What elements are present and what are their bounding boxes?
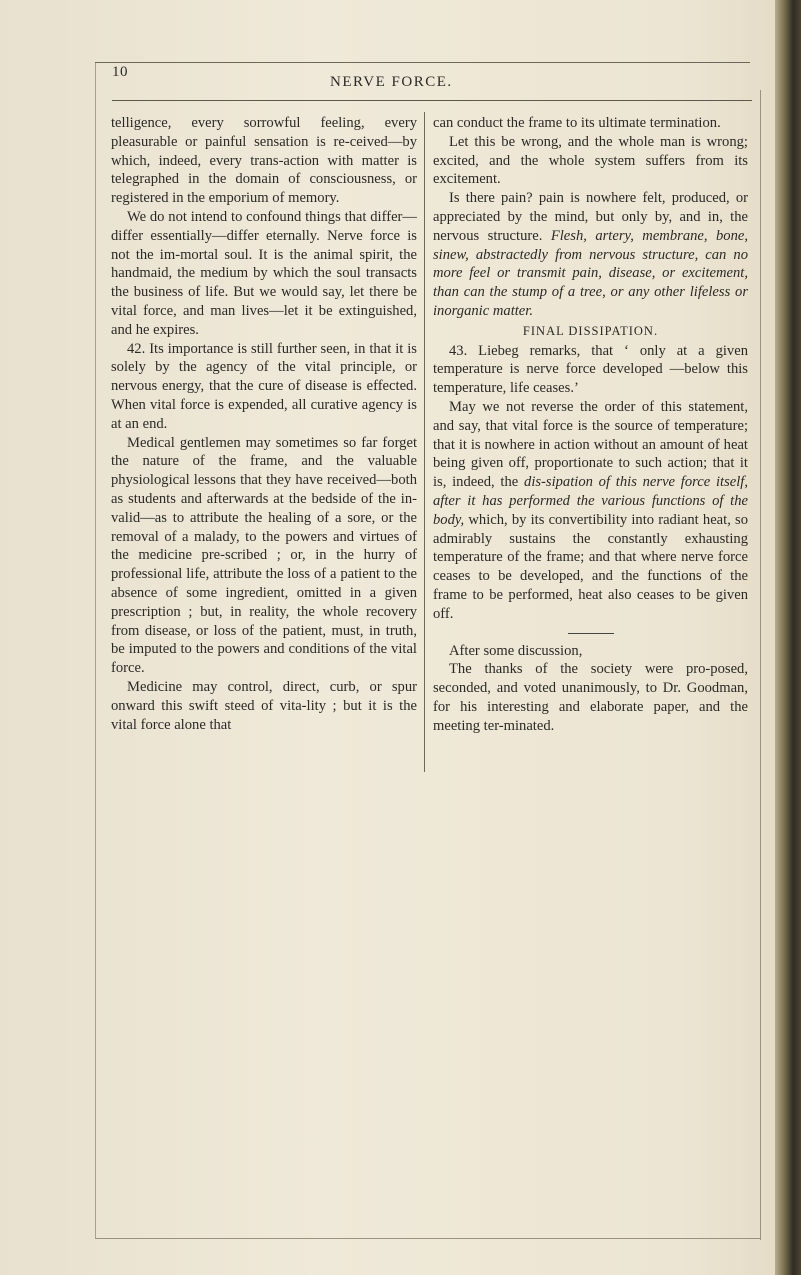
column-divider xyxy=(424,112,425,772)
paragraph-text: Is there pain? pain is nowhere felt, produced, or appreciated by the mind, but only by, and in, the nervous structure. xyxy=(433,190,748,244)
paragraph-text: which, by its convertibility into radiant heat, so admirably sustains the constantly exhausting temperature of the frame; and that where nerve force ceases to be developed, and the functions of the frame to be performed, heat also ceases to be given off. xyxy=(433,511,748,622)
running-title: NERVE FORCE. xyxy=(330,74,453,90)
page-frame-left xyxy=(95,62,96,1239)
separator-rule xyxy=(568,633,614,634)
paragraph: After some discussion, xyxy=(449,642,583,659)
paragraph: The thanks of the society were pro-posed, seconded, and voted unanimously, to Dr. Goodman, for his interesting and elaborate paper, and the meeting ter-minated. xyxy=(433,661,748,734)
section-heading: FINAL DISSIPATION. xyxy=(522,323,659,338)
header-rule xyxy=(112,100,752,101)
italic-passage: dis-sipation of this nerve force itself, after it has performed the various functions of the body, xyxy=(433,474,748,528)
page-frame-bottom xyxy=(95,1238,760,1239)
book-spine-edge xyxy=(775,0,801,1275)
paragraph: Medical gentlemen may sometimes so far forget the nature of the frame, and the valuable physiological lessons that they have received—both as students and afterwards at the bedside of the in-valid—as to attribute the healing of a sore, or the removal of a malady, to the powers and virtues of the medicine pre-scribed ; or, in the hurry of professional life, attribute the loss of a patient to the absence of some ingredient, omitted in a given prescription ; but, in reality, the whole recovery from disease, or loss of the patient, must, in truth, be imputed to the powers and conditions of the vital force. xyxy=(111,434,417,677)
paragraph: Medicine may control, direct, curb, or spur onward this swift steed of vita-lity ; but it is the vital force alone that xyxy=(111,678,417,733)
frame-top-rule xyxy=(95,62,750,63)
page-number: 10 xyxy=(112,64,128,80)
right-column xyxy=(433,114,748,736)
paragraph-text: May we not reverse the order of this statement, and say, that vital force is the source of temperature; that it is nowhere in action without an amount of heat being given off, proportionate to such action; that it is, indeed, the xyxy=(433,398,748,491)
paragraph xyxy=(433,189,748,321)
paragraph xyxy=(433,398,748,624)
paragraph: 42. Its importance is still further seen, in that it is solely by the agency of the vital principle, or nervous energy, that the cure of disease is effected. When vital force is expended, all curative agency is at an end. xyxy=(111,340,417,432)
paragraph: We do not intend to confound things that differ—differ essentially—differ eternally. Nerve force is not the im-mortal soul. It is the animal spirit, the handmaid, the medium by which the soul transacts the business of life. But we would say, let there be vital force, and man lives—let it be extinguished, and he expires. xyxy=(111,208,417,338)
page-frame-right xyxy=(760,90,761,1240)
paragraph: telligence, every sorrowful feeling, every pleasurable or painful sensation is re-ceived—by which, indeed, every trans-action with matter is telegraphed in the domain of consciousness, or registered in the emporium of memory. xyxy=(111,115,417,207)
left-column xyxy=(111,114,417,734)
italic-passage: Flesh, artery, membrane, bone, sinew, abstractedly from nervous structure, can no more feel or transmit pain, disease, or excitement, than can the stump of a tree, or any other lifeless or inorganic matter. xyxy=(433,227,748,319)
paragraph: Let this be wrong, and the whole man is wrong; excited, and the whole system suffers from its excitement. xyxy=(433,133,748,188)
paragraph: can conduct the frame to its ultimate termination. xyxy=(433,115,721,131)
paragraph: 43. Liebeg remarks, that ‘ only at a given temperature is nerve force developed —below this temperature, life ceases.’ xyxy=(433,342,748,397)
